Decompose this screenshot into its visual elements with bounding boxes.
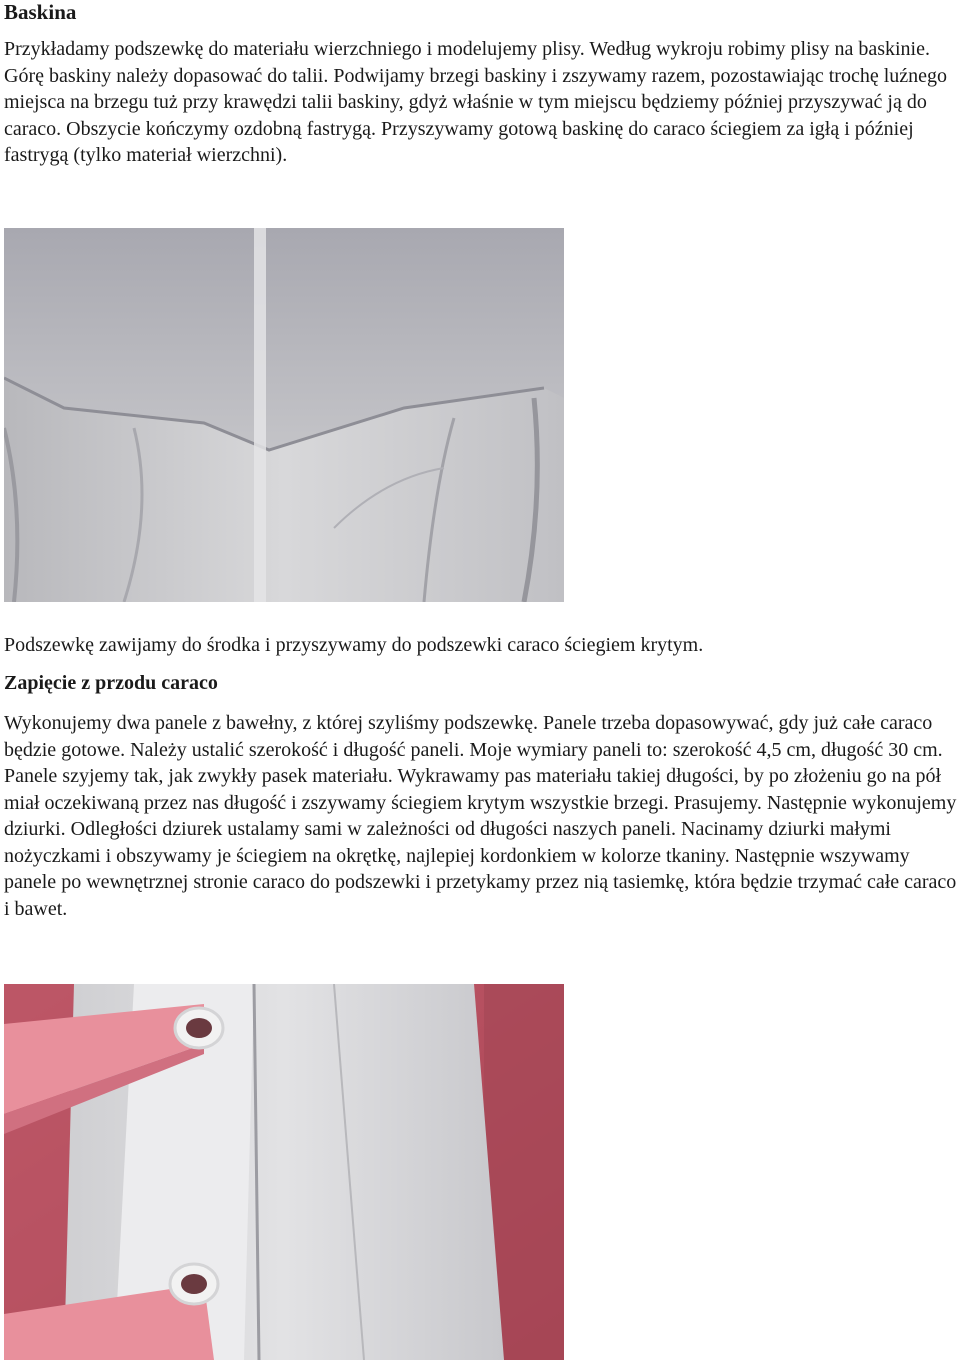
baskina-photo <box>4 228 564 602</box>
section-title-baskina: Baskina <box>4 0 77 24</box>
caption-lining: Podszewkę zawijamy do środka i przyszywamy do podszewki caraco ściegiem krytym. <box>4 634 704 656</box>
section-title-closure: Zapięcie z przodu caraco <box>4 672 218 694</box>
closure-photo <box>4 984 564 1360</box>
baskina-paragraph: Przykładamy podszewkę do materiału wierzchniego i modelujemy plisy. Według wykroju robimy plisy na baskinie. Górę baskiny należy dopasować do talii. Podwijamy brzegi baskiny i zszywamy razem, pozostawiając trochę luźnego miejsca na brzegu tuż przy krawędzi talii baskiny, gdyż właśnie w tym miejscu będziemy później przyszywać ją do caraco. Obszycie kończymy ozdobną fastrygą. Przyszywamy gotową baskinę do caraco ściegiem za igłą i później fastrygą (tylko materiał wierzchni). <box>4 38 948 166</box>
closure-paragraph: Wykonujemy dwa panele z bawełny, z której szyliśmy podszewkę. Panele trzeba dopasowywać, gdy już całe caraco będzie gotowe. Należy ustalić szerokość i długość paneli. Moje wymiary paneli to: szerokość 4,5 cm, długość 30 cm. Panele szyjemy tak, jak zwykły pasek materiału. Wykrawamy pas materiału takiej długości, by po złożeniu go na pół miał oczekiwaną przez nas długość i zszywamy ściegiem krytym wszystkie brzegi. Prasujemy. Następnie wykonujemy dziurki. Odległości dziurek ustalamy sami w zależności od długości naszych paneli. Nacinamy dziurki małymi nożyczkami i obszywamy je ściegiem na okrętkę, najlepiej kordonkiem w kolorze tkaniny. Następnie wszywamy panele po wewnętrznej stronie caraco do podszewki i przetykamy przez nią tasiemkę, która będzie trzymać całe caraco i bawet. <box>4 712 957 920</box>
